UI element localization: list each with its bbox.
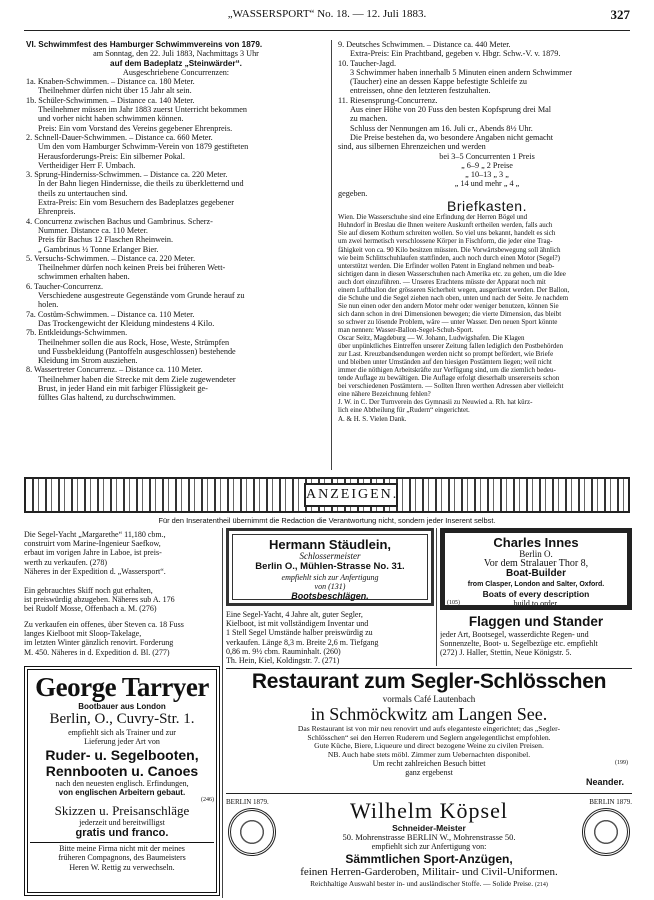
left-line: Theilnehmer dürfen noch keinen Preis bei früheren Wett- [38, 263, 226, 273]
restaurant-line4: Schlösschen“ sei den Herren Ruderern und Seglern angelegentlichst empfohlen. [307, 732, 551, 742]
left-line: fülltes Glas haltend, zu durchschwimmen. [38, 393, 176, 403]
staudlein-name: Hermann Stäudlein, [268, 537, 392, 552]
brief-line: so schwer zu lösende Problem, wäre — unter Wasser. Den neuen Sport könnte [338, 317, 558, 326]
brief-line: Huhndorf in Breslau die Ihnen weitere Auskunft ertheilen werden, falls auch [338, 221, 553, 230]
kopsel-line4-row [226, 879, 632, 890]
left-line: 8. Wassertreter Concurrenz. – Distance ca. 110 Meter. [26, 365, 203, 375]
left-line: schwimmen erhalten haben. [38, 272, 130, 282]
right-line: bei 3–5 Concurrenten 1 Preis [439, 151, 535, 161]
brief-line: unterstützt werden. Die Erfinder wollen Patent in England nehmen und beab- [338, 261, 555, 270]
right-line: Die Preise bestehen da, wo besondere Angaben nicht gemacht [350, 132, 554, 142]
left-line: theils zu untertauchen sind. [38, 188, 128, 198]
left-line: VI. Schwimmfest des Hamburger Schwimmvereins von 1879. [26, 40, 263, 49]
brief-line: sich dann schon in drei Dimensionen bewegen; die vierte Dimension, das bleibt [338, 309, 562, 318]
left-line: Vertheidiger Herr F. Umbach. [38, 160, 136, 170]
right-line: 3 Schwimmer haben innerhalb 5 Minuten einen andern Schwimmer [350, 67, 572, 77]
left-line: Preis: Ein vom Vorstand des Vereins gegebener Ehrenpreis. [38, 123, 233, 133]
restaurant-line1: vormals Café Lautenbach [382, 694, 476, 704]
innes-line3: build to order. [513, 598, 559, 608]
left-line: holen. [38, 300, 59, 310]
ad-george-tarryer [24, 666, 220, 896]
tarryer-line2: Lieferung jeder Art von [84, 737, 160, 747]
ad-flaggen-stander [440, 614, 632, 664]
staudlein-address: Berlin O., Mühlen-Strasse No. 31. [255, 561, 405, 573]
ad-restaurant [226, 668, 632, 794]
left-line: am Sonntag, den 22. Juli 1883, Nachmittags 3 Uhr [93, 49, 259, 59]
innes-line1: from Clasper, London and Salter, Oxford. [467, 581, 605, 589]
flaggen-line3: (272) J. Haller, Stettin, Neue Königstr. 5. [440, 648, 572, 658]
tarryer-line3: Ruder- u. Segelbooten, [45, 746, 199, 763]
right-line: „ 14 und mehr „ 4 „ [454, 179, 520, 189]
right-line: entreissen, ohne den letzteren festzuhalten. [350, 86, 491, 96]
tarryer-line4: Rennbooten u. Canoes [45, 762, 199, 779]
kielboot-line: M. 450. Näheres in d. Expedition d. Bl. (277) [24, 647, 170, 657]
ad-divider-1 [222, 528, 223, 898]
ad-yacht-margarethe [24, 530, 220, 582]
medal-seal-right [582, 808, 630, 856]
kopsel-line4: Reichhaltige Auswahl bester in- und ausländischer Stoffe. — Solide Preise. [310, 878, 534, 888]
ads-banner-label: ANZEIGEN. [304, 483, 398, 507]
right-line: 10. Taucher-Jagd. [338, 58, 396, 68]
innes-trade: Boat-Builder [506, 568, 566, 580]
left-line: 7a. Costüm-Schwimmen. – Distance ca. 110 Meter. [26, 309, 195, 319]
ad-wilhelm-kopsel [226, 798, 632, 896]
brief-line: A. & H. S. Vielen Dank. [338, 414, 407, 423]
right-line: (Taucher) eine an dessen Kappe befestigte Schleife zu [350, 77, 527, 87]
left-line: Brust, in jeder Hand ein mit farbiger Flüssigkeit ge- [38, 383, 208, 393]
restaurant-line5: Gute Küche, Biere, Liqueure und direct bezogene Weine zu civilen Preisen. [314, 741, 544, 751]
left-line: Nummer. Distance ca. 110 Meter. [38, 225, 148, 235]
right-line: „ 6–9 „ 2 Preise [461, 160, 513, 170]
left-line: und Fussbekleidung (Pantoffeln ausgeschlossen) bestehende [38, 346, 236, 356]
kopsel-num: (214) [534, 881, 548, 888]
tarryer-line5: nach den neuesten englisch. Erfindungen, [55, 778, 189, 788]
right-column [338, 40, 636, 470]
brief-line: lich eine Abtheilung für „Rudern“ eingerichtet. [338, 406, 470, 415]
brief-line: fähigkeit von ca. 90 Kilo besitzen müssten. Die Vorwärtsbewegung soll ähnlich [338, 245, 561, 254]
brief-line: und bleiben unter Umständen auf den hiesigen Postämtern liegen; weil nicht [338, 358, 552, 367]
ads-banner [24, 477, 630, 513]
right-line: Aus einer Höhe von 20 Fuss den besten Kopfsprung drei Mal [350, 105, 552, 115]
tarryer-line13: Heren W. Rettig zu verwechseln. [69, 862, 175, 872]
header-rule [24, 30, 630, 31]
kopsel-name: Wilhelm Köpsel [350, 798, 508, 823]
yacht2-line: 0,86 m. 9½ cbm. Rauminhalt. (260) [226, 646, 341, 656]
yacht1-line: Die Segel-Yacht „Margarethe“ 11,180 cbm., [24, 530, 166, 539]
left-line: Herausforderungs-Preis: Ein silberner Pokal. [38, 151, 185, 161]
skiff-line: ist preiswürdig abzugeben. Näheres sub A. 176 [24, 595, 175, 605]
left-line: Das Trockengewicht der Kleidung mindestens 4 Kilo. [38, 318, 215, 328]
tarryer-num: (246) [201, 797, 214, 804]
tarryer-line11: Bitte meine Firma nicht mit der meines [30, 842, 214, 853]
competition-continued [338, 40, 636, 198]
tarryer-sub: Bootbauer aus London [78, 702, 166, 711]
restaurant-line2: in Schmöckwitz am Langen See. [310, 704, 548, 725]
ad-skiff [24, 586, 220, 618]
tarryer-line9: jederzeit und bereitwilligst [79, 818, 165, 828]
yacht1-line: construirt vom Marine-Ingenieur Saefkow, [24, 539, 161, 549]
kielboot-line: Zu verkaufen ein offenes, über Steven ca. 18 Fuss [24, 620, 184, 629]
right-line: 9. Deutsches Schwimmen. – Distance ca. 440 Meter. [338, 40, 511, 49]
brief-line: sichtigen dann in diesen Wasserschuhen nach Amerika etc. zu gehen, um die Idee [338, 269, 566, 278]
brief-line: zur Last. Kreuzbandsendungen werden nicht so prompt befördert, wie Briefe [338, 350, 554, 359]
innes-address: Vor dem Stralauer Thor 8, [483, 558, 589, 570]
tarryer-name: George Tarryer [35, 672, 209, 702]
brief-line: Sie auf diesem Kothurn schreiten wollen. So viel uns bekannt, handelt es sich [338, 229, 556, 238]
brief-line: tende Auflage zu bewältigen. Die Auflage erfolgt dieserhalb unsererseits schon [338, 374, 560, 383]
brief-line: immer die nöthigen Arbeitskräfte zur Verfügung sind, um die ziemlich bedeu- [338, 366, 556, 375]
tarryer-line1: empfiehlt sich als Trainer und zur [68, 728, 176, 738]
left-line: Theilnehmer haben die Strecke mit dem Ziele zugewendeter [38, 374, 236, 384]
brief-line: über unpünktliches Eintreffen unserer Zeitung fallen lediglich den Postbehörden [338, 342, 563, 351]
innes-line2: Boats of every description [482, 588, 590, 599]
ad-hermann-staudlein [226, 528, 434, 606]
yacht2-line: Kielboot, ist mit vollständigem Inventar und [226, 619, 369, 629]
tarryer-address: Berlin, O., Cuvry-Str. 1. [49, 711, 195, 728]
left-line: Extra-Preis: Ein vom Besuchern des Badeplatzes gegebener [38, 198, 234, 208]
staudlein-sub: Schlossermeister [299, 551, 361, 561]
brief-line: man nennen: Wasser-Ballon-Segel-Schuh-Sport. [338, 326, 474, 334]
kielboot-line: im letzten Winter gänzlich renovirt. Forderung [24, 638, 174, 648]
column-divider [331, 40, 332, 470]
left-line: „ Gambrinus ½ Tonne Erlanger Bier. [38, 244, 159, 254]
skiff-line: bei Rudolf Mosse, Offenbach a. M. (276) [24, 604, 157, 614]
tarryer-line8: Skizzen u. Preisanschläge [54, 803, 190, 819]
kopsel-line3: feinen Herren-Garderoben, Militair- und Civil-Uniformen. [300, 865, 558, 878]
tarryer-line6: von englischen Arbeitern gebaut. [58, 787, 186, 797]
left-line: Ehrenpreis. [38, 207, 76, 217]
staudlein-line1: empfiehlt sich zur Anfertigung [281, 573, 379, 583]
tarryer-line12: früheren Compagnons, des Baumeisters [58, 853, 186, 863]
innes-city: Berlin O. [519, 549, 553, 559]
brief-line: auch dort einzuführen. — Unseres Erachtens müsste der Apparat noch mit [338, 277, 546, 286]
left-line: und vorher nicht haben schwimmen können. [38, 114, 184, 124]
swim-festival-column [26, 40, 326, 470]
left-line: 2. Schnell-Dauer-Schwimmen. – Distance ca. 660 Meter. [26, 132, 213, 142]
staudlein-line3: Bootsbeschlägen. [291, 590, 369, 601]
left-line: auf dem Badeplatz „Steinwärder“. [110, 58, 242, 68]
yacht1-line: erbaut im vorigen Jahre in Laboe, ist preis- [24, 548, 162, 558]
kopsel-year-right: BERLIN 1879. [589, 798, 632, 806]
restaurant-num: (199) [615, 760, 628, 767]
flaggen-line1: jeder Art, Bootsegel, wasserdichte Regen- und [440, 630, 589, 639]
left-line: Theilnehmer sollen die aus Rock, Hose, Weste, Strümpfen [38, 337, 230, 347]
tarryer-line10: gratis und franco. [75, 827, 169, 840]
page-header [24, 8, 630, 24]
brief-line: Oscar Seitz, Magdeburg — W. Johann, Ludwigshafen. Die Klagen [338, 334, 525, 343]
left-line: 6. Taucher-Concurrenz. [26, 281, 104, 291]
flaggen-name: Flaggen und Stander [468, 614, 604, 629]
brief-line: eine nähere Bezeichnung fehlen? [338, 390, 431, 399]
flaggen-line2: Sonnenzelte, Boot- u. Segelbezüge etc. empfiehlt [440, 639, 598, 649]
left-line: 3. Sprung-Hinderniss-Schwimmen. – Distance ca. 220 Meter. [26, 170, 228, 180]
right-line: gegeben. [338, 188, 368, 198]
left-line: Theilnehmer müssen im Jahr 1883 zuerst Unterricht bekommen [38, 105, 247, 115]
left-line: Theilnehmer dürfen nicht über 15 Jahr alt sein. [38, 86, 192, 96]
restaurant-line8: ganz ergebenst [405, 768, 453, 778]
left-line: 5. Versuchs-Schwimmen. – Distance ca. 220 Meter. [26, 253, 196, 263]
left-line: In der Bahn liegen Hindernisse, die theils zu überkletternd und [38, 179, 244, 189]
left-line: Ausgeschriebene Concurrenzen: [122, 67, 230, 77]
brief-line: Wien. Die Wasserschuhe sind eine Erfindung der Herren Bögel und [338, 213, 528, 222]
left-line: Kleidung im Strom ausziehen. [38, 356, 138, 366]
kopsel-line2: Sämmtlichen Sport-Anzügen, [345, 851, 513, 866]
right-line: 11. Riesensprung-Concurrenz. [338, 95, 438, 105]
right-line: Schluss der Nennungen am 16. Juli cr., Abends 8½ Uhr. [350, 123, 533, 133]
restaurant-signature: Neander. [585, 776, 624, 787]
ad-divider-2 [436, 528, 437, 666]
brief-line: einem Luftballon der grösseren Sicherheit wegen, ausgerüstet werden. Der Ballon, [338, 285, 570, 294]
header-title: „WASSERSPORT“ No. 18. — 12. Juli 1883. [227, 8, 427, 20]
brief-line: Sie nun einen oder den andern Motor mehr oder weniger benutzen, können Sie [338, 301, 559, 310]
right-line: Extra-Preis: Ein Prachtband, gegeben v. Hbgr. Schw.-V. v. 1879. [350, 49, 561, 59]
yacht2-line: Th. Hein, Kiel, Koldingstr. 7. (271) [226, 656, 340, 666]
yacht2-line: 1 Stell Segel Umstände halber preiswürdig zu [226, 628, 373, 638]
editorial-notice: Für den Inseratentheil übernimmt die Redaction die Verantwortung nicht, sondern jeder Inserent selbst. [158, 516, 496, 525]
ad-segel-yacht [226, 610, 434, 666]
yacht1-line: werth zu verkaufen. (278) [24, 557, 108, 567]
right-line: zu machen. [350, 114, 388, 124]
left-line: Preis für Bachus 12 Flaschen Rheinwein. [38, 235, 174, 245]
kopsel-year-left: BERLIN 1879. [226, 798, 269, 806]
left-line: 7b. Entkleidungs-Schwimmen. [26, 328, 128, 338]
staudlein-line2: von (131) [314, 582, 346, 592]
kopsel-address: 50. Mohrenstrasse BERLIN W., Mohrenstrasse 50. [342, 832, 516, 843]
brief-line: die Schuhe und die Segel ziehen nach oben, unten und nach der Seite. Je nachdem [338, 293, 569, 302]
left-line: 4. Concurrenz zwischen Bachus und Gambrinus. Scherz- [26, 216, 213, 226]
left-line: 1b. Schüler-Schwimmen. – Distance ca. 140 Meter. [26, 95, 195, 105]
brief-line: wie beim Schlittschuhlaufen stattfinden, auch noch durch einen Motor (Segel?) [338, 253, 560, 262]
left-line: Um den vom Hamburger Schwimm-Verein von 1879 gestifteten [38, 142, 249, 152]
ad-charles-innes [440, 528, 632, 610]
restaurant-line3: Das Restaurant ist von mir neu renovirt und aufs eleganteste eingerichtet; das „Segler- [297, 724, 561, 734]
right-line: sind, aus silbernen Ehrenzeichen und werden [338, 142, 486, 152]
ad-kielboot [24, 620, 220, 662]
innes-name: Charles Innes [493, 535, 579, 550]
skiff-line: Ein gebrauchtes Skiff noch gut erhalten, [24, 586, 153, 595]
innes-line3-row [447, 599, 625, 608]
restaurant-line6: NB. Auch habe stets möbl. Zimmer zum Uebernachten disponibel. [327, 749, 531, 759]
page-number: 327 [610, 7, 630, 22]
yacht2-line: verkaufen. Länge 8,3 m. Breite 2,6 m. Tiefgang [226, 637, 379, 647]
kopsel-trade: Schneider-Meister [392, 823, 466, 833]
right-line: „ 10–13 „ 3 „ [465, 170, 509, 180]
kielboot-line: langes Kielboot mit Sloop-Takelage, [24, 629, 142, 639]
restaurant-name: Restaurant zum Segler-Schlösschen [251, 670, 607, 693]
briefkasten-title: Briefkasten. [447, 198, 527, 215]
brief-line: um zwei hermetisch verschlossene Körper in Fischform, die jeder eine Trag- [338, 237, 553, 246]
yacht2-line: Eine Segel-Yacht, 4 Jahre alt, guter Segler, [226, 610, 363, 619]
briefkasten-text [338, 213, 636, 422]
brief-line: bei verschiedenen Postämtern. — Sollten Ihren werthen Adressen aber vielleicht [338, 382, 564, 391]
innes-num: (105) [447, 599, 460, 606]
restaurant-line7: Um recht zahlreichen Besuch bittet [372, 759, 486, 769]
medal-seal-left [228, 808, 276, 856]
left-line: Verschiedene ausgestreute Gegenstände vom Grunde herauf zu [38, 291, 245, 301]
yacht1-line: Näheres in der Expedition d. „Wassersport“. [24, 566, 166, 576]
kopsel-line1: empfiehlt sich zur Anfertigung von: [371, 842, 487, 852]
left-line: 1a. Knaben-Schwimmen. – Distance ca. 180 Meter. [26, 77, 195, 87]
brief-line: J. W. in C. Der Turnverein des Gymnasii zu Neuwied a. Rh. hat kürz- [338, 398, 533, 407]
restaurant-line7-row [226, 759, 632, 768]
